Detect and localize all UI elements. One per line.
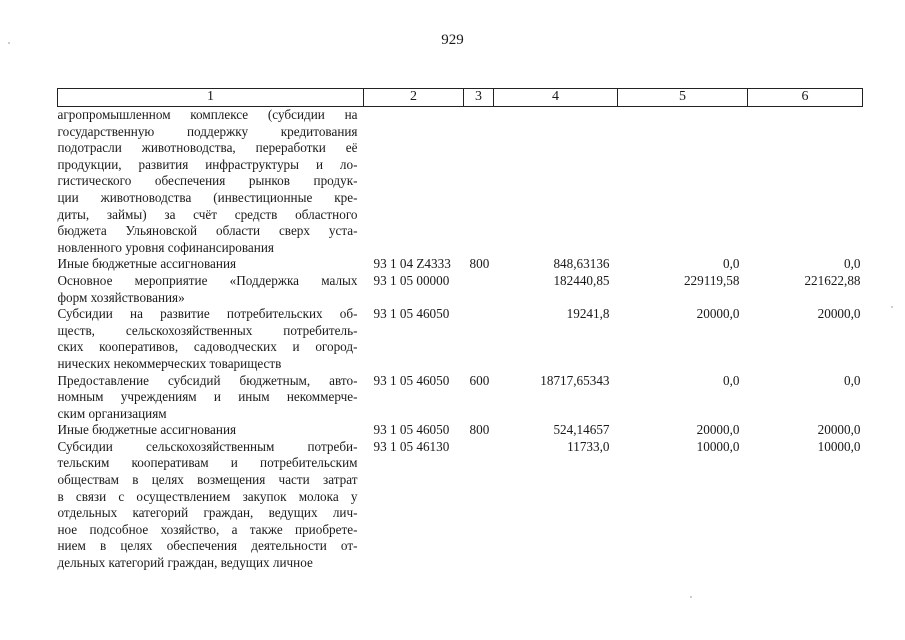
scan-speck <box>8 42 10 44</box>
row-amount-col6: 20000,0 <box>817 422 861 438</box>
row-description <box>58 273 364 306</box>
row-amount-col5: 20000,0 <box>696 422 740 438</box>
page-number: 929 <box>441 32 464 48</box>
row-expense-group <box>464 107 494 257</box>
table-header-row <box>58 89 863 107</box>
column-header-6: 6 <box>748 89 863 107</box>
row-expense-group <box>464 306 494 372</box>
row-amount-col4 <box>494 107 618 257</box>
description-line: ских кооперативов, садоводческих и огород- <box>57 339 358 355</box>
row-budget-code <box>364 107 464 257</box>
description-line: продукции, развития инфраструктуры и ло- <box>57 156 358 172</box>
table-row <box>58 306 863 372</box>
description-line: бюджета Ульяновской области сверх уста- <box>57 223 358 239</box>
description-line: форм хозяйствования» <box>57 289 185 305</box>
description-line: нических некоммерческих товариществ <box>57 355 282 371</box>
description-line: государственную поддержку кредитования <box>57 123 358 139</box>
table-row <box>58 256 863 273</box>
row-amount-col4: 182440,85 <box>553 272 610 288</box>
row-amount-col4: 524,14657 <box>553 422 610 438</box>
description-line: Предоставление субсидий бюджетным, авто- <box>57 372 358 388</box>
row-amount-col4: 19241,8 <box>566 306 610 322</box>
column-header-3: 3 <box>464 89 494 107</box>
description-line: подотрасли животноводства, переработки её <box>57 140 358 156</box>
row-amount-col4: 848,63136 <box>553 256 610 272</box>
description-line: Иные бюджетные ассигнования <box>57 256 237 272</box>
row-description <box>58 107 364 257</box>
row-description <box>58 422 364 439</box>
row-budget-code: 93 1 05 46050 <box>373 372 450 388</box>
description-line: номным учреждениям и иным некоммерче- <box>57 389 358 405</box>
column-header-4: 4 <box>494 89 618 107</box>
description-line: Основное мероприятие «Поддержка малых <box>57 272 358 288</box>
row-amount-col5 <box>618 107 748 257</box>
description-line: диты, займы) за счёт средств областного <box>57 206 358 222</box>
table-row <box>58 373 863 423</box>
table-row <box>58 273 863 306</box>
description-line: Субсидии сельскохозяйственным потреби- <box>57 438 358 454</box>
row-amount-col6: 10000,0 <box>817 438 861 454</box>
row-description <box>58 256 364 273</box>
row-budget-code: 93 1 05 00000 <box>373 272 450 288</box>
row-expense-group: 800 <box>469 422 490 438</box>
description-line: ции животноводства (инвестиционные кре- <box>57 189 358 205</box>
row-budget-code: 93 1 05 46050 <box>373 422 450 438</box>
description-line: нием в целях обеспечения деятельности от- <box>57 538 358 554</box>
description-line: ским организациям <box>57 405 167 421</box>
description-line: ное подсобное хозяйство, а также приобрете- <box>57 521 358 537</box>
row-amount-col6: 20000,0 <box>817 306 861 322</box>
table-row <box>58 107 863 257</box>
table-row <box>58 439 863 572</box>
description-line: Иные бюджетные ассигнования <box>57 422 237 438</box>
row-amount-col4: 11733,0 <box>567 438 610 454</box>
scan-speck <box>891 306 893 308</box>
row-budget-code: 93 1 05 46130 <box>373 438 450 454</box>
row-description <box>58 439 364 572</box>
column-header-2: 2 <box>364 89 464 107</box>
description-line: в связи с осуществлением закупок молока у <box>57 488 358 504</box>
table-row <box>58 422 863 439</box>
table-body <box>58 107 863 572</box>
row-amount-col5: 20000,0 <box>696 306 740 322</box>
description-line: обществам в целях возмещения части затрат <box>57 472 358 488</box>
description-line: новленного уровня софинансирования <box>57 239 274 255</box>
description-line: агропромышленном комплексе (субсидии на <box>57 107 358 122</box>
row-amount-col5: 0,0 <box>723 372 740 388</box>
row-expense-group: 600 <box>469 372 490 388</box>
row-amount-col5: 0,0 <box>723 256 740 272</box>
description-line: отдельных категорий граждан, ведущих лич- <box>57 505 358 521</box>
description-line: тельским кооперативам и потребительским <box>57 455 358 471</box>
description-line: дельных категорий граждан, ведущих личное <box>57 555 313 571</box>
row-amount-col6 <box>748 107 863 257</box>
description-line: Субсидии на развитие потребительских об- <box>57 306 358 322</box>
row-expense-group <box>464 439 494 572</box>
description-line: гистического обеспечения рынков продук- <box>57 173 358 189</box>
row-expense-group <box>464 273 494 306</box>
column-header-5: 5 <box>618 89 748 107</box>
scan-speck <box>690 596 692 598</box>
row-amount-col5: 229119,58 <box>683 272 740 288</box>
row-budget-code: 93 1 04 Z4333 <box>373 256 451 272</box>
row-amount-col6: 0,0 <box>844 256 861 272</box>
row-amount-col6: 0,0 <box>844 372 861 388</box>
row-description <box>58 373 364 423</box>
column-header-1: 1 <box>58 89 364 107</box>
description-line: ществ, сельскохозяйственных потребитель- <box>57 322 358 338</box>
row-expense-group: 800 <box>469 256 490 272</box>
row-description <box>58 306 364 372</box>
row-budget-code: 93 1 05 46050 <box>373 306 450 322</box>
row-amount-col5: 10000,0 <box>696 438 740 454</box>
budget-table <box>57 88 863 572</box>
row-amount-col6: 221622,88 <box>804 272 861 288</box>
row-amount-col4: 18717,65343 <box>540 372 610 388</box>
